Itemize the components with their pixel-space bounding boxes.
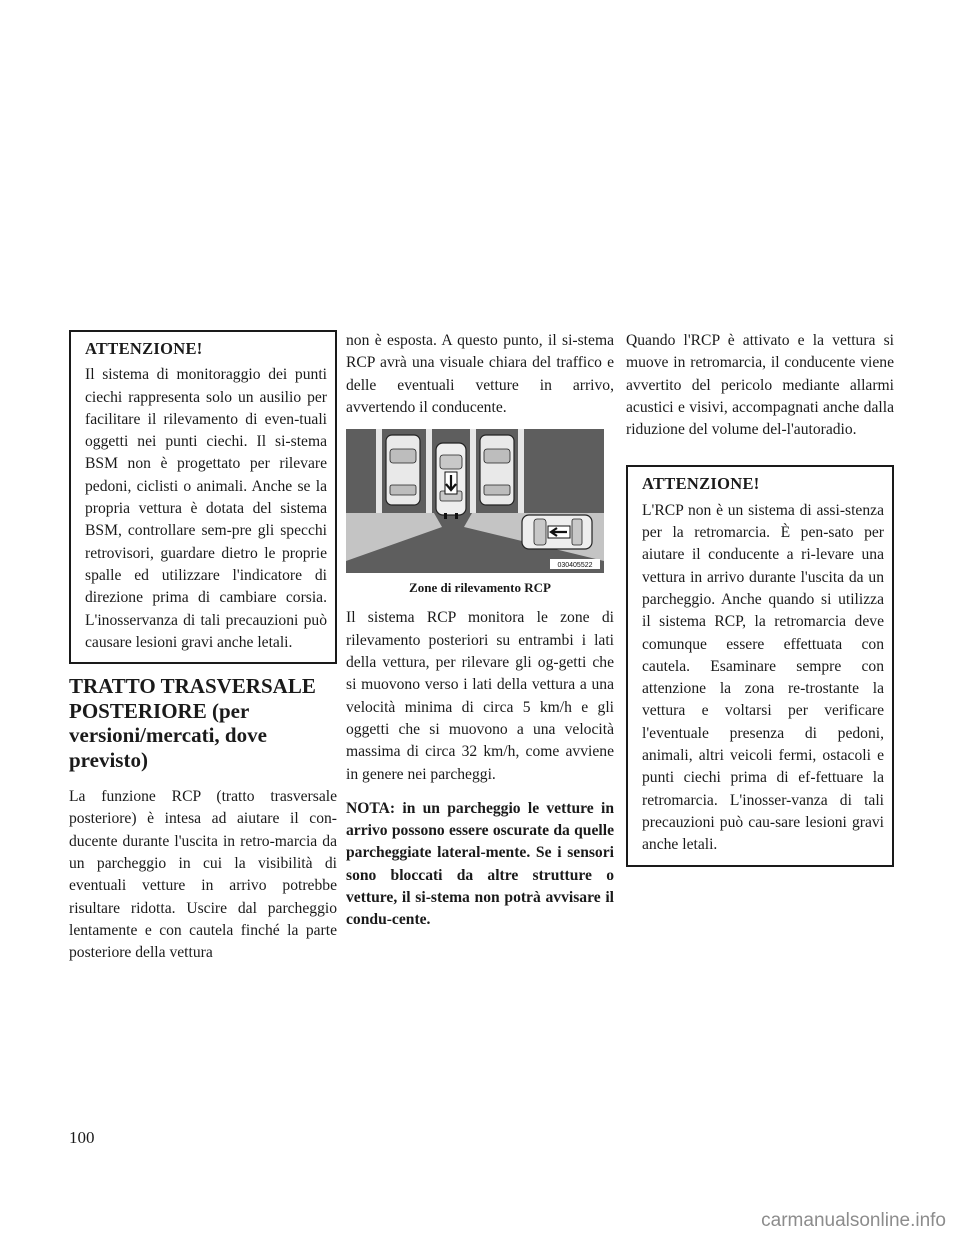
figure-code: 030405522 [557,562,593,570]
rcp-detection-zones-figure [346,429,604,573]
warning-box-bsm [69,330,337,664]
parked-car-right [480,435,514,505]
rcp-continued-paragraph: non è esposta. A questo punto, il si-stema RCP avrà una visuale chiara del traffico e delle eventuali vetture in arrivo, avvertendo il conducente. [346,332,614,416]
reversing-car [436,443,466,519]
warning-title: ATTENZIONE! [85,339,203,358]
warning-box-rcp [626,465,894,866]
column-2 [346,330,614,932]
column-3 [626,330,894,867]
rcp-zones-paragraph: Il sistema RCP monitora le zone di rilevamento posteriori su entrambi i lati della vettura, per rilevare gli og-getti che si muovono verso i lati della vettura a una velocità minima di circa 5 km/h e gli oggetti che si muovono a una velocità massima di circa 32 km/h, come avviene in genere nei parcheggi. [346,609,614,783]
rcp-alert-paragraph: Quando l'RCP è attivato e la vettura si muove in retromarcia, il conducente viene avvertito del pericolo mediante allarmi acustici e visivi, accompagnati anche dalla riduzione del volume del-l'autoradio. [626,332,894,439]
parked-car-left [386,435,420,505]
figure-caption: Zone di rilevamento RCP [409,580,551,596]
page-number: 100 [69,1128,95,1147]
section-heading-rcp: TRATTO TRASVERSALE POSTERIORE (per versioni/mercati, dove previsto) [69,674,316,772]
column-1 [69,330,337,965]
parking-diagram [346,429,604,573]
warning-body: Il sistema di monitoraggio dei punti ciechi rappresenta solo un ausilio per facilitare il rilevamento di even-tuali oggetti nei punti ciechi. Il si-stema BSM non è progettato per rilevare pedoni, ciclisti o animali. Anche se la propria vettura è dotata del sistema BSM, controllare sem-pre gli specchi retrovisori, guardare dietro le proprie spalle ed utilizzare l'indicatore di direzione prima di cambiare corsia. L'inosservanza di tali precauzioni può causare lesioni gravi anche letali. [85,366,327,651]
watermark: carmanualsonline.info [761,1210,946,1231]
warning-body: L'RCP non è un sistema di assi-stenza per la retromarcia. È pen-sato per aiutare il conducente a ri-levare una vettura in arrivo durante l'uscita da un parcheggio. Anche quando si utilizza il sistema RCP, la retromarcia deve comunque essere effettuata con cautela. Esaminare sempre con attenzione la zona re-trostante la vettura e voltarsi per verificare l'eventuale presenza di pedoni, animali, altri veicoli fermi, ostacoli e punti ciechi prima di ef-fettuare la retromarcia. L'inosser-vanza di tali precauzioni può cau-sare lesioni gravi anche letali. [642,501,884,854]
warning-title: ATTENZIONE! [642,474,760,494]
approaching-car [522,515,592,549]
note-paragraph: NOTA: in un parcheggio le vetture in arrivo possono essere oscurate da quelle parcheggiate lateral-mente. Se i sensori sono bloccati da altre strutture o vetture, il si-stema non potrà avvisare il condu-cente. [346,799,614,929]
rcp-intro-paragraph: La funzione RCP (tratto trasversale posteriore) è intesa ad aiutare il con-ducente durante l'uscita in retro-marcia da un parcheggio in cui la visibilità di eventuali vetture in arrivo potrebbe risultare ridotta. Uscire dal parcheggio lentamente e con cautela finché la parte posteriore della vettura [69,788,337,962]
